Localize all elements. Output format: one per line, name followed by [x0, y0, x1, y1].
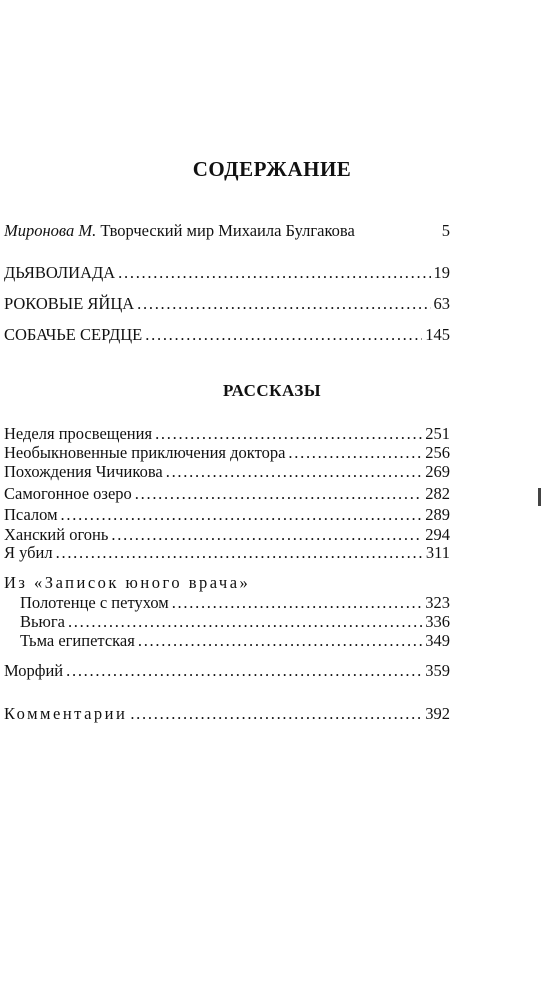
toc-entry-page: 282 — [425, 484, 450, 503]
toc-entry-page: 323 — [425, 593, 450, 612]
toc-entry-title: Самогонное озеро — [4, 484, 132, 503]
toc-entry-page: 251 — [425, 424, 450, 443]
dot-leader — [138, 631, 422, 651]
toc-entry-page: 256 — [425, 443, 450, 462]
page-title: СОДЕРЖАНИЕ — [192, 157, 352, 181]
toc-entry-page: 359 — [425, 661, 450, 680]
toc-entry — [4, 443, 450, 463]
toc-entry-intro — [4, 221, 450, 241]
toc-entry-title: ДЬЯВОЛИАДА — [4, 263, 116, 282]
toc-entry-page: 294 — [425, 525, 450, 544]
scan-mark — [538, 488, 541, 506]
dot-leader — [145, 325, 422, 345]
section-label: Из «Записок юного врача» — [4, 573, 251, 592]
toc-entry-title: РОКОВЫЕ ЯЙЦА — [4, 294, 135, 313]
dot-leader — [118, 263, 430, 283]
toc-entry-title: Неделя просвещения — [4, 424, 153, 443]
toc-entry — [4, 325, 450, 345]
section-heading: РАССКАЗЫ — [222, 381, 322, 400]
toc-entry — [20, 612, 450, 632]
toc-entry-page: 289 — [425, 505, 450, 524]
toc-entry — [4, 462, 450, 482]
dot-leader — [66, 661, 422, 681]
intro-author: Миронова М. — [4, 221, 97, 240]
dot-leader — [137, 294, 430, 314]
toc-entry-title: Ханский огонь — [4, 525, 109, 544]
dot-leader — [172, 593, 423, 613]
toc-entry-title: Я убил — [4, 543, 53, 562]
toc-entry-page: 19 — [433, 263, 450, 282]
toc-entry — [4, 294, 450, 314]
toc-entry-title — [4, 221, 355, 241]
dot-leader — [135, 484, 422, 504]
dot-leader — [61, 505, 423, 525]
dot-leader — [166, 462, 423, 482]
toc-entry-page: 5 — [441, 221, 450, 240]
toc-entry — [4, 661, 450, 681]
toc-entry — [4, 424, 450, 444]
toc-entry-page: 145 — [425, 325, 450, 344]
toc-entry — [4, 505, 450, 525]
toc-entry-title: Похождения Чичикова — [4, 462, 163, 481]
dot-leader — [155, 424, 422, 444]
dot-leader — [130, 704, 422, 724]
toc-entry-title: Необыкновенные приключения доктора — [4, 443, 286, 462]
toc-entry-title: Тьма египетская — [20, 631, 135, 650]
toc-entry — [4, 704, 450, 724]
toc-entry-page: 336 — [425, 612, 450, 631]
dot-leader — [68, 612, 422, 632]
toc-entry-page: 349 — [425, 631, 450, 650]
toc-entry-title: СОБАЧЬЕ СЕРДЦЕ — [4, 325, 143, 344]
toc-entry-title: Морфий — [4, 661, 64, 680]
toc-entry-page: 63 — [433, 294, 450, 313]
toc-entry-title: Псалом — [4, 505, 58, 524]
dot-leader — [111, 525, 422, 545]
intro-title: Творческий мир Михаила Булгакова — [100, 221, 355, 240]
dot-leader — [288, 443, 422, 463]
toc-entry — [4, 484, 450, 504]
toc-entry-page: 392 — [425, 704, 450, 723]
toc-entry-page: 269 — [425, 462, 450, 481]
toc-entry-title: Вьюга — [20, 612, 65, 631]
dot-leader — [56, 543, 423, 563]
toc-entry — [4, 263, 450, 283]
toc-entry — [4, 525, 450, 545]
toc-entry-title: Комментарии — [4, 704, 128, 723]
toc-entry — [20, 593, 450, 613]
toc-entry — [20, 631, 450, 651]
toc-entry-title: Полотенце с петухом — [20, 593, 169, 612]
toc-entry — [4, 543, 450, 563]
toc-entry-page: 311 — [425, 543, 450, 562]
